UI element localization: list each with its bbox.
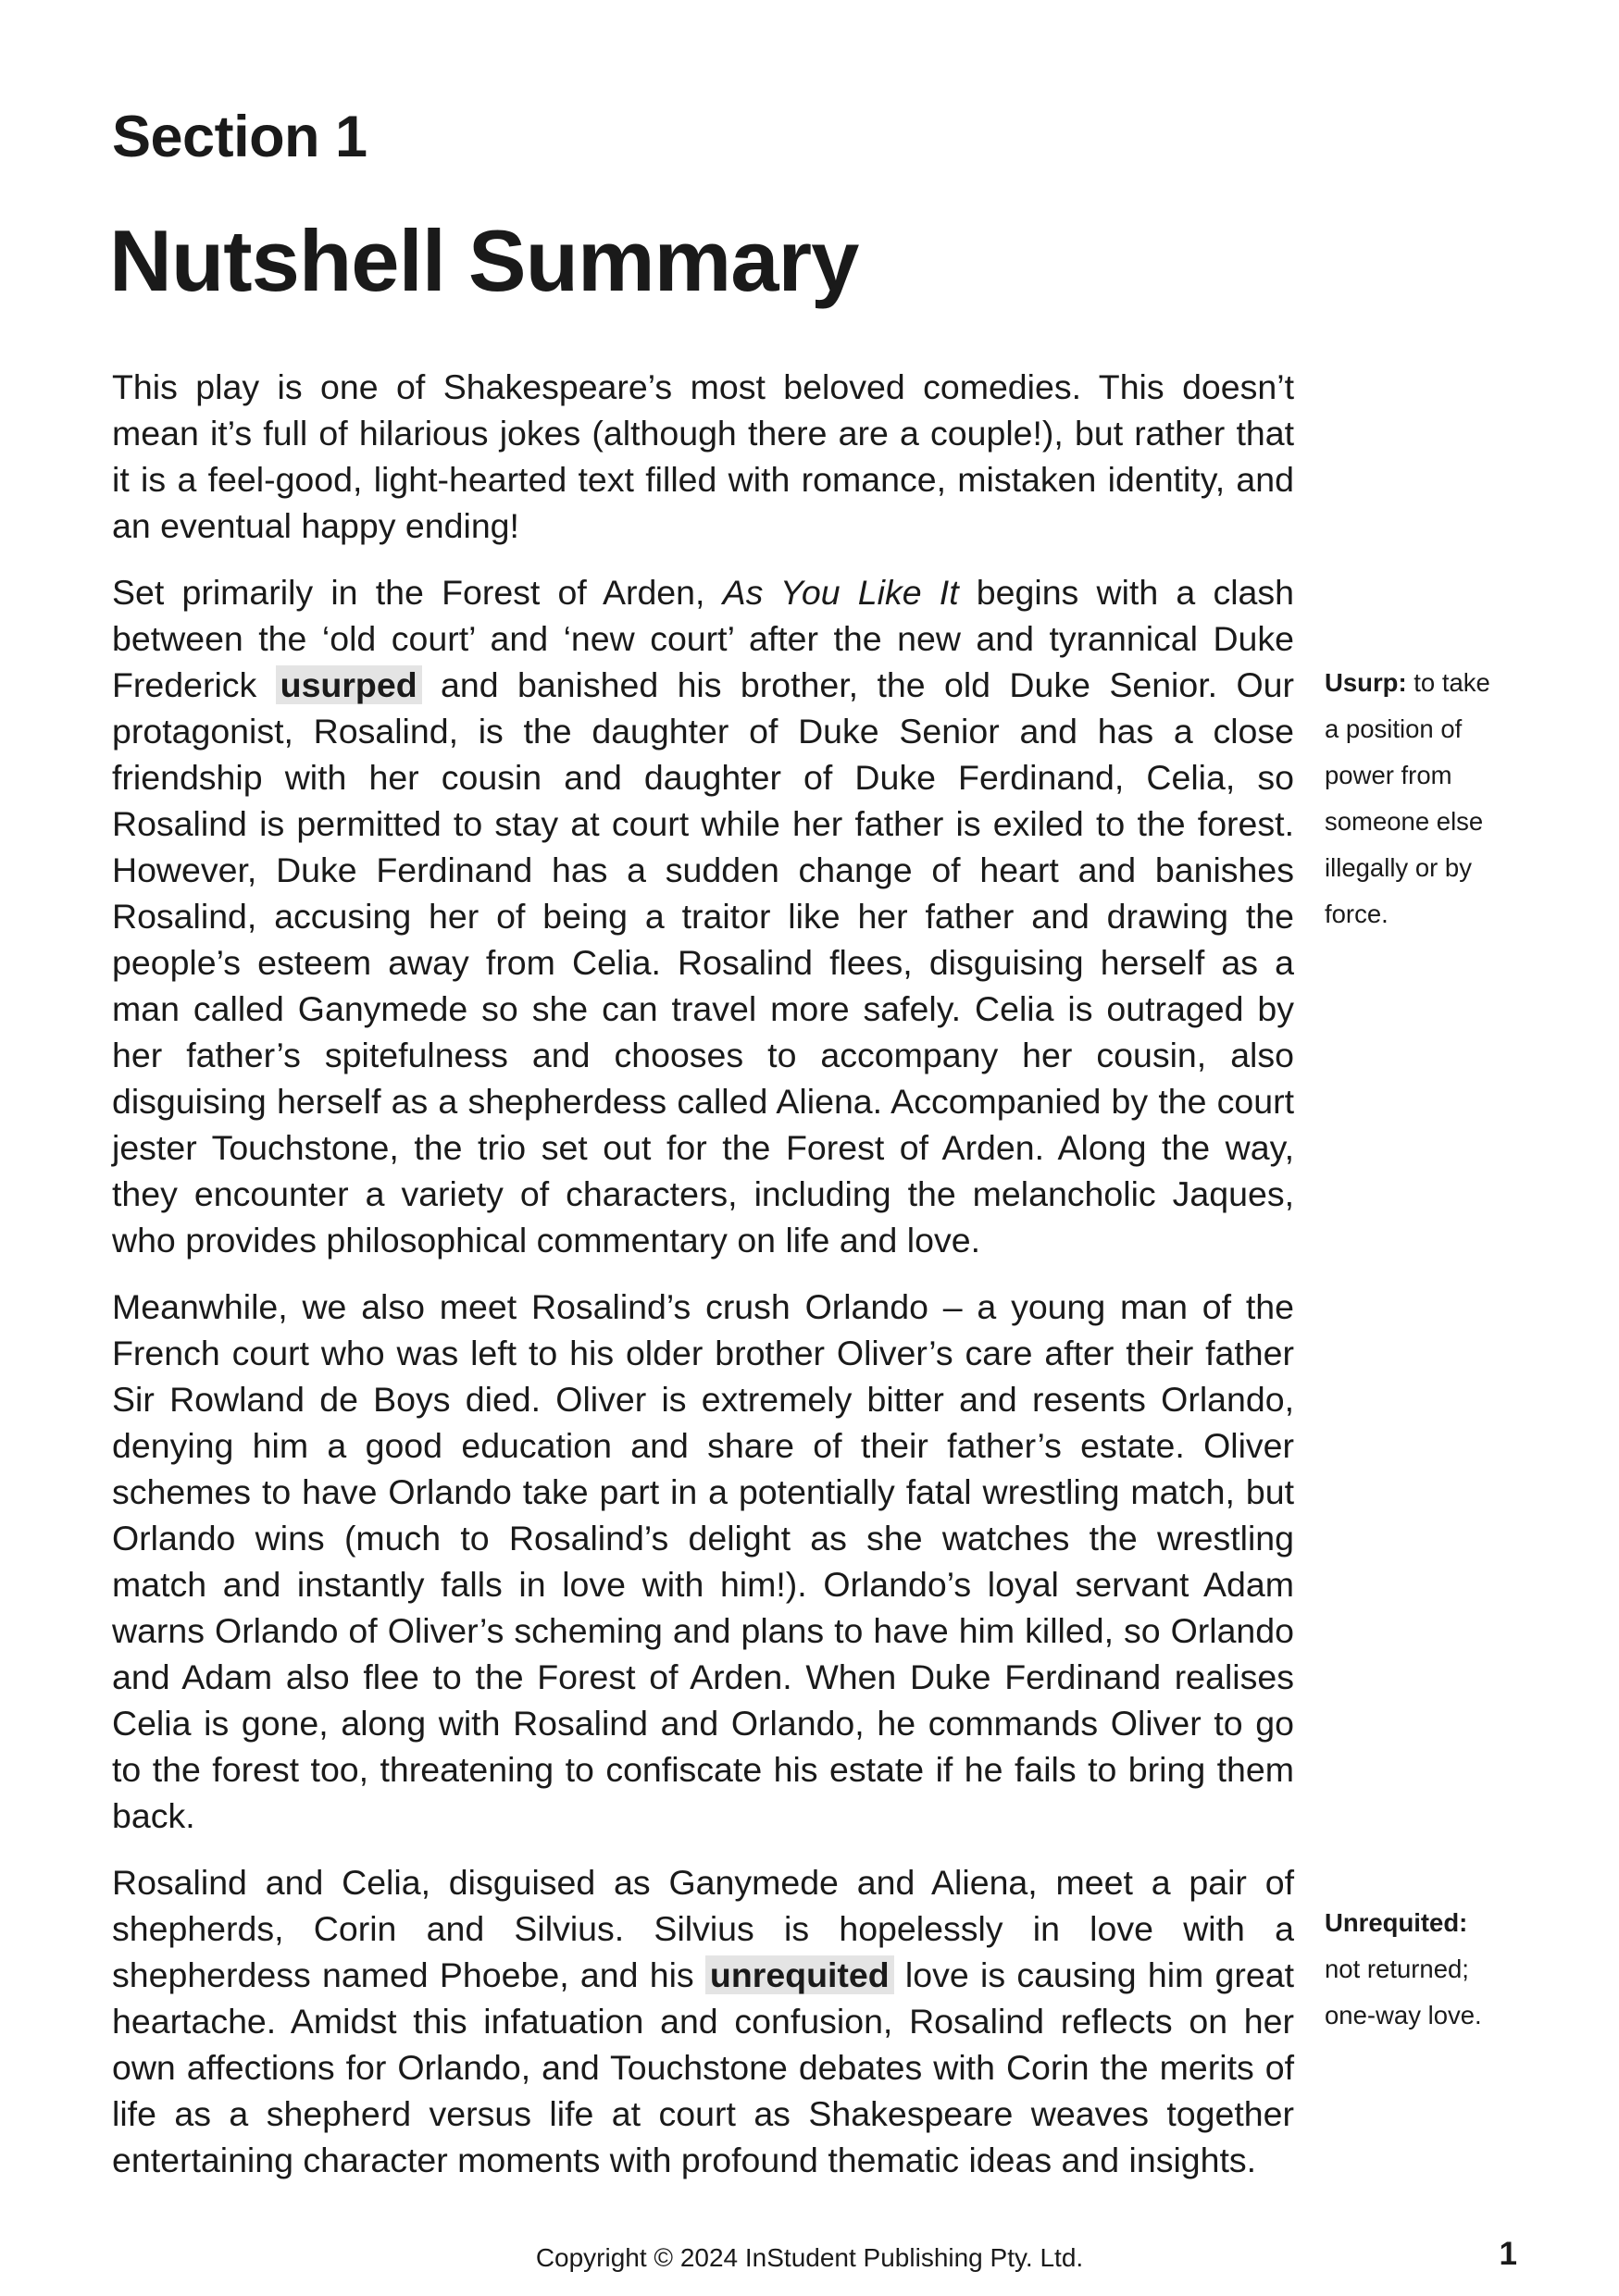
- paragraph-orlando: Meanwhile, we also meet Rosalind’s crush Orlando – a young man of the French court who was left to his older brother Oliver’s care after their father Sir Rowland de Boys died. Oliver is extremely bitter and resents Orlando, denying him a good education and share of their father’s estate. Oliver schemes to have Orlando take part in a potentially fatal wrestling match, but Orlando wins (much to Rosalind’s delight as she watches the wrestling match and instantly falls in love with him!). Orlando’s loyal servant Adam warns Orlando of Oliver’s scheming and plans to have him killed, so Orlando and Adam also flee to the Forest of Arden. When Duke Ferdinand realises Celia is gone, along with Rosalind and Orlando, he commands Oliver to go to the forest too, threatening to confiscate his estate if he fails to bring them back.: [112, 1287, 1294, 1835]
- glossary-definition: power from: [1325, 761, 1452, 789]
- glossary-definition: to take: [1414, 668, 1490, 697]
- page-title: Nutshell Summary: [109, 212, 859, 309]
- paragraph-text: begins with a clash between the ‘old court’ and ‘new court’ after the new and tyrannical Duke Frederick: [112, 573, 1294, 704]
- body-text: [112, 364, 1294, 2203]
- play-title: As You Like It: [722, 573, 959, 612]
- paragraph-text: and banished his brother, the old Duke Senior. Our protagonist, Rosalind, is the daughter of Duke Senior and has a close friendship with her cousin and daughter of Duke Ferdinand, Celia, so Rosalind is permitted to stay at court while her father is exiled to the forest. However, Duke Ferdinand has a sudden change of heart and banishes Rosalind, accusing her of being a traitor like her father and drawing the people’s esteem away from Celia. Rosalind flees, disguising herself as a man called Ganymede so she can travel more safely. Celia is outraged by her father’s spitefulness and chooses to accompany her cousin, also disguising herself as a shepherdess called Aliena. Accompanied by the court jester Touchstone, the trio set out for the Forest of Arden. Along the way, they encounter a variety of characters, including the melancholic Jaques, who provides philosophical commentary on life and love.: [112, 665, 1294, 1260]
- paragraph-intro: This play is one of Shakespeare’s most beloved comedies. This doesn’t mean it’s full of hilarious jokes (although there are a couple!), but rather that it is a feel-good, light-hearted text filled with romance, mistaken identity, and an eventual happy ending!: [112, 367, 1294, 545]
- paragraph-text: love is causing him great heartache. Amidst this infatuation and confusion, Rosalind reflects on her own affections for Orlando, and Touchstone debates with Corin the merits of life as a shepherd versus life at court as Shakespeare weaves together entertaining character moments with profound thematic ideas and insights.: [112, 1955, 1295, 2179]
- glossary-definition: someone else: [1325, 807, 1484, 836]
- glossary-term: [1325, 1900, 1547, 1946]
- glossary-definition: a position of: [1325, 714, 1463, 743]
- paragraph-text: Rosalind and Celia, disguised as Ganymede and Aliena, meet a pair of shepherds, Corin and Silvius. Silvius is hopelessly in love with a shepherdess named Phoebe, and his: [112, 1863, 1294, 1994]
- glossary-term-highlight: unrequited: [705, 1955, 894, 1994]
- glossary-definition: illegally or by: [1325, 853, 1472, 882]
- glossary-term-highlight: usurped: [276, 665, 422, 704]
- glossary-term-label: Unrequited:: [1325, 1908, 1468, 1937]
- paragraph-shepherds: [112, 1859, 1294, 2183]
- glossary-definition: force.: [1325, 900, 1389, 928]
- glossary-definition: one-way love.: [1325, 2001, 1482, 2029]
- glossary-note-usurp: [1325, 660, 1547, 937]
- section-label: Section 1: [112, 105, 367, 169]
- page-number: 1: [1499, 2236, 1517, 2272]
- paragraph-text: Set primarily in the Forest of Arden,: [112, 573, 723, 612]
- glossary-note-unrequited: [1325, 1900, 1547, 2039]
- glossary-line: [1325, 660, 1547, 706]
- footer-copyright: Copyright © 2024 InStudent Publishing Pty. Ltd.: [535, 2243, 1084, 2272]
- glossary-definition: not returned;: [1325, 1955, 1469, 1983]
- paragraph-setting: [112, 569, 1294, 1263]
- glossary-term: Usurp:: [1325, 668, 1407, 697]
